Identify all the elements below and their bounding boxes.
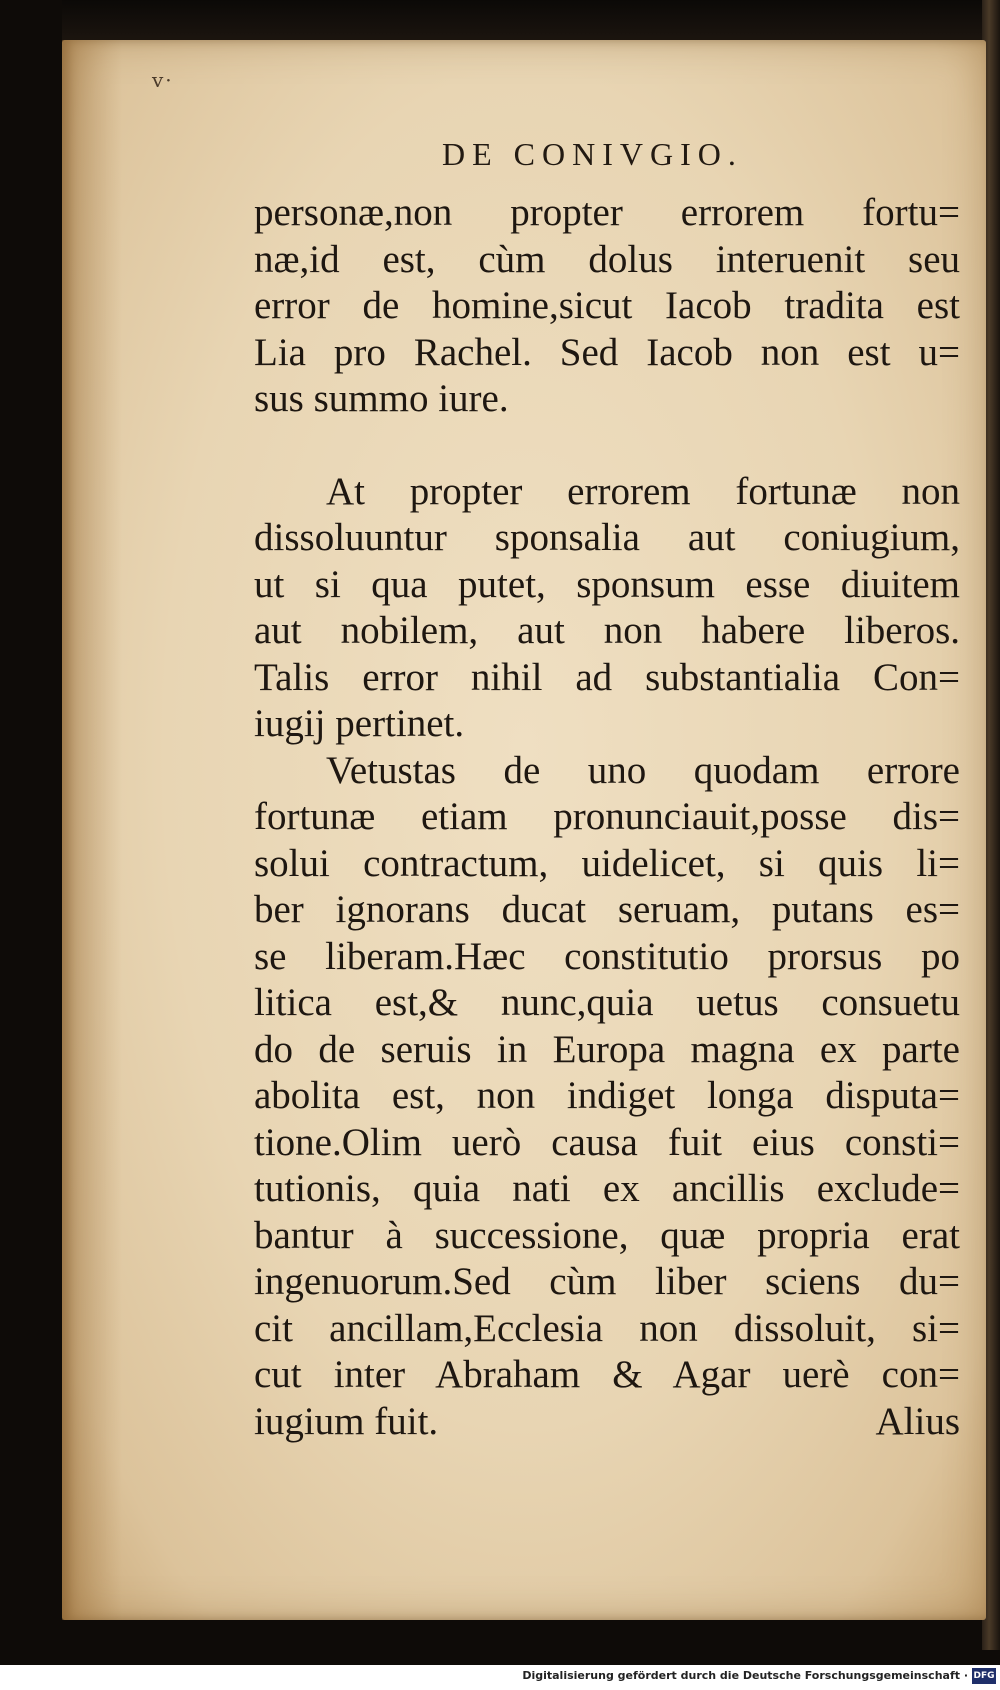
text-line: personæ,non propter errorem fortu= [254,191,960,234]
text-block [254,190,960,1445]
catchword: Alius [875,1399,960,1443]
text-line: cit ancillam,Ecclesia non dissoluit, si= [254,1306,960,1350]
text-line: At propter errorem fortunæ non [326,469,960,513]
running-head: DE CONIVGIO. [442,136,743,172]
text-line: litica est,& nunc,quia uetus consuetu [254,981,960,1024]
text-line: ingenuorum.Sed cùm liber sciens du= [254,1260,960,1303]
book-page [62,40,986,1620]
text-line: ut si qua putet, sponsum esse diuitem [254,562,960,606]
text-line: tutionis, quia nati ex ancillis exclude= [254,1167,960,1210]
text-line: ber ignorans ducat seruam, putans es= [254,888,960,931]
text-line: cut inter Abraham & Agar uerè con= [254,1353,960,1396]
dfg-logo: DFG [972,1668,996,1684]
final-line-with-catchword [254,1399,960,1446]
text-line: Vetustas de uno quodam errore [326,748,960,792]
final-line: iugium fuit. [254,1399,439,1443]
text-line: solui contractum, uidelicet, si quis li= [254,841,960,885]
text-line: bantur à successione, quæ propria erat [254,1213,960,1257]
text-line: error de homine,sicut Iacob tradita est [254,284,960,327]
corner-mark: v· [152,68,174,92]
text-line: aut nobilem, aut non habere liberos. [254,609,960,652]
text-line: tione.Olim uerò causa fuit eius consti= [254,1120,960,1164]
page-stain [62,40,122,1620]
text-line: iugij pertinet. [254,702,465,745]
text-line: næ,id est, cùm dolus interuenit seu [254,237,960,281]
text-line: se liberam.Hæc constitutio prorsus po [254,934,960,978]
footer-bar [0,1665,1000,1690]
text-line: do de seruis in Europa magna ex parte [254,1027,960,1071]
text-line: Lia pro Rachel. Sed Iacob non est u= [254,330,960,374]
text-line: dissoluuntur sponsalia aut coniugium, [254,516,960,559]
text-line: Talis error nihil ad substantialia Con= [254,655,960,699]
footer-credit: Digitalisierung gefördert durch die Deutsche Forschungsgemeinschaft · [522,1669,968,1682]
text-line: abolita est, non indiget longa disputa= [254,1074,960,1117]
text-line: sus summo iure. [254,377,509,420]
book-edge-top [62,0,982,42]
paragraph-gap [254,423,960,469]
text-line: fortunæ etiam pronunciauit,posse dis= [254,795,960,838]
